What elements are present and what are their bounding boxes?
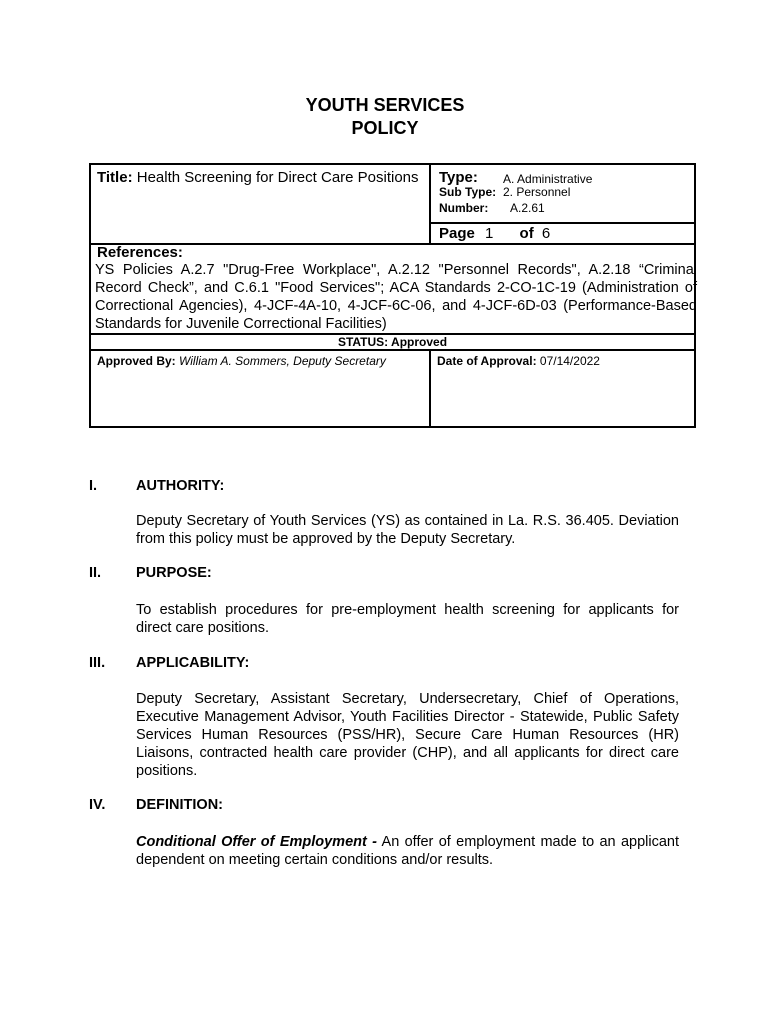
definition-paragraph xyxy=(136,833,679,869)
table-divider-page-top xyxy=(429,222,696,224)
heading-line-1: YOUTH SERVICES xyxy=(305,95,465,115)
section-number: III. xyxy=(89,655,106,671)
section-title-authority: AUTHORITY: xyxy=(136,478,225,494)
references-label: References: xyxy=(97,244,183,261)
section-number: I. xyxy=(89,478,98,494)
section-text-authority: Deputy Secretary of Youth Services (YS) as contained in La. R.S. 36.405. Deviation from this policy must be approved by the Deputy Secretary. xyxy=(136,513,679,547)
title-value: Health Screening for Direct Care Positions xyxy=(136,169,419,186)
date-of-approval-field xyxy=(437,354,600,368)
approved-by-field xyxy=(97,354,386,368)
title-label: Title: xyxy=(97,169,133,186)
section-title-definition: DEFINITION: xyxy=(136,797,223,813)
table-divider-vertical-top xyxy=(429,163,431,245)
approved-by-label: Approved By: xyxy=(97,354,176,368)
subtype-value: 2. Personnel xyxy=(503,185,571,199)
page-indicator xyxy=(439,225,550,242)
section-title-purpose: PURPOSE: xyxy=(136,565,212,581)
status-value: Approved xyxy=(391,335,448,349)
section-number: IV. xyxy=(89,797,106,813)
page-total: 6 xyxy=(541,225,551,242)
number-value: A.2.61 xyxy=(510,201,545,215)
section-title-applicability: APPLICABILITY: xyxy=(136,655,250,671)
status-line xyxy=(91,335,694,349)
table-divider-vertical-bottom xyxy=(429,349,431,428)
date-value: 07/14/2022 xyxy=(539,354,600,368)
page-label: Page xyxy=(439,225,475,242)
document-heading xyxy=(0,94,770,140)
page-number: 1 xyxy=(485,225,494,242)
number-label: Number: xyxy=(439,201,489,215)
date-label: Date of Approval: xyxy=(437,354,537,368)
approved-by-value: William A. Sommers, Deputy Secretary xyxy=(179,354,386,368)
type-label: Type: xyxy=(439,169,478,186)
references-text: YS Policies A.2.7 "Drug-Free Workplace", A.2.12 "Personnel Records", A.2.18 “Criminal Record Check”, and C.6.1 "Food Services"; ACA Standards 2-CO-1C-19 (Administration of Correctional Agencies), 4-JCF-4A-10, 4-JCF-6C-06, and 4-JCF-6D-03 (Performance-Based Standards for Juvenile Correctional Facilities) xyxy=(95,262,697,332)
status-label: STATUS: xyxy=(337,335,389,349)
of-label: of xyxy=(519,225,534,242)
section-number: II. xyxy=(89,565,102,581)
table-divider-status-bottom xyxy=(89,349,696,351)
subtype-label: Sub Type: xyxy=(439,185,497,199)
definition-term: Conditional Offer of Employment - xyxy=(136,834,377,850)
title-field xyxy=(97,169,419,186)
heading-line-2: POLICY xyxy=(351,118,419,138)
type-value: A. Administrative xyxy=(503,172,593,186)
section-text-applicability: Deputy Secretary, Assistant Secretary, Undersecretary, Chief of Operations, Executive Management Advisor, Youth Facilities Director - Statewide, Public Safety Services Human Resources (PSS/HR), Secure Care Human Resources (HR) Liaisons, contracted health care provider (CHP), and all applicants for direct care positions. xyxy=(136,691,679,779)
definition-text: An offer of employment made to an applicant dependent on meeting certain conditions and/or results. xyxy=(136,834,680,868)
section-text-purpose: To establish procedures for pre-employment health screening for applicants for direct care positions. xyxy=(136,602,679,636)
